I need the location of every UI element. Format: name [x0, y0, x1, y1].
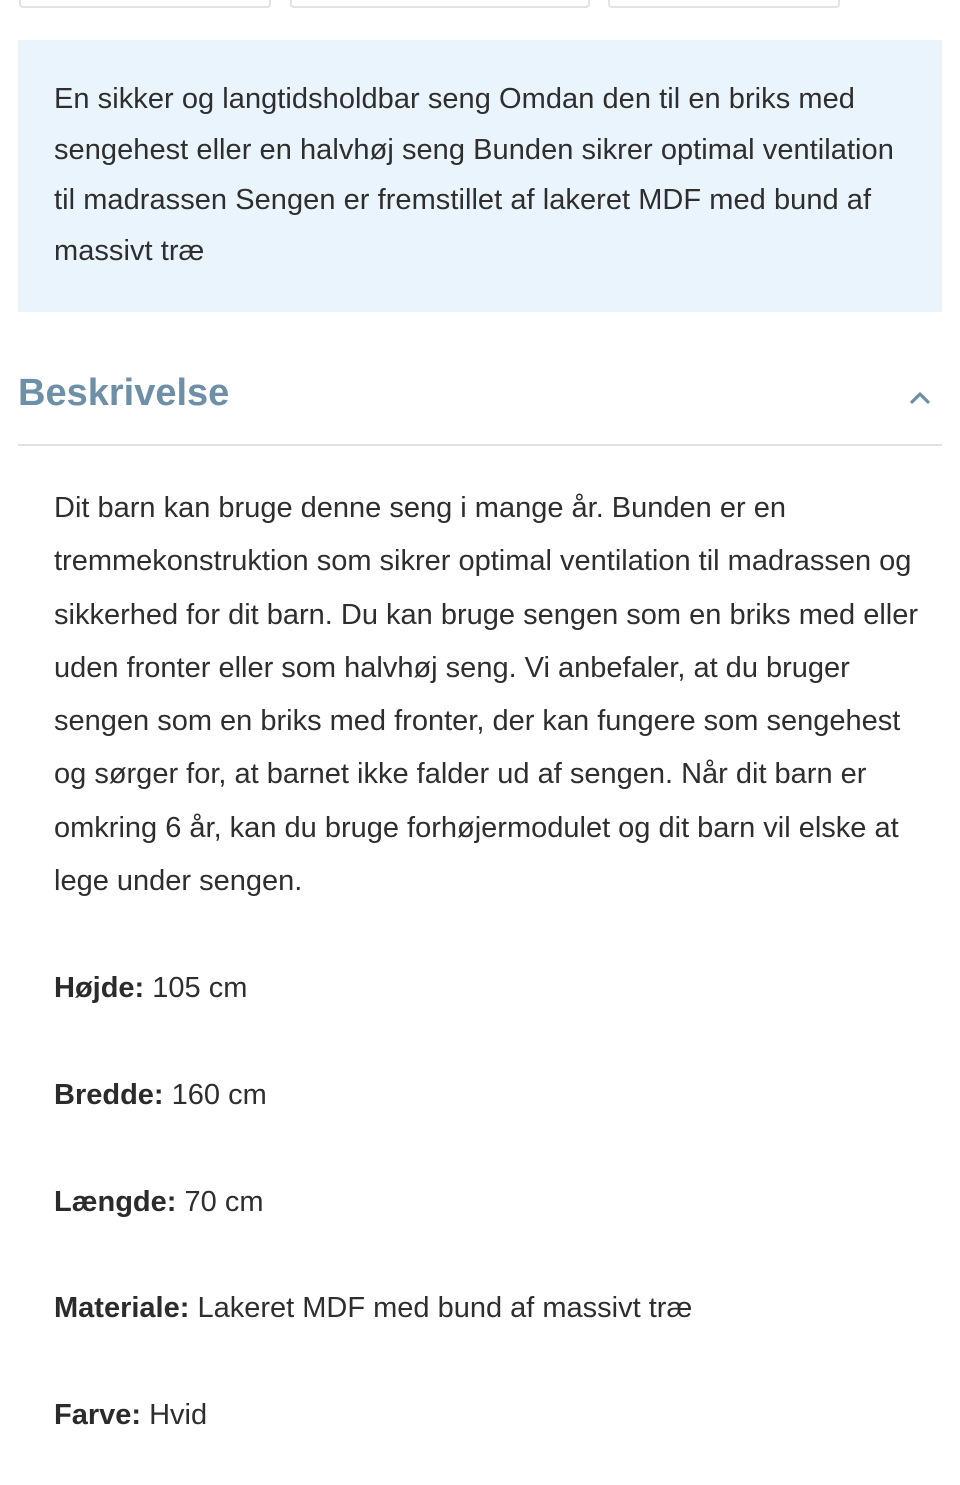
spec-label: Højde:: [54, 972, 145, 1004]
spec-label: Længde:: [54, 1186, 177, 1218]
spec-color: [54, 1397, 207, 1433]
top-tab-2[interactable]: [290, 0, 590, 8]
spec-value: 70 cm: [184, 1186, 264, 1218]
spec-material: [54, 1290, 692, 1326]
product-summary-box: [18, 40, 942, 312]
spec-value: Lakeret MDF med bund af massivt træ: [197, 1292, 693, 1324]
top-tab-3[interactable]: [608, 0, 840, 8]
description-accordion-header[interactable]: [18, 360, 942, 446]
description-text: Dit barn kan bruge denne seng i mange år. Bunden er en tremmekonstruktion som sikrer optimal ventilation til madrassen og sikkerhed for dit barn. Du kan bruge sengen som en briks med eller uden fronter eller som halvhøj seng. Vi anbefaler, at du bruger sengen som en briks med fronter, der kan fungere som sengehest og sørger for, at barnet ikke falder ud af sengen. Når dit barn er omkring 6 år, kan du bruge forhøjermodulet og dit barn vil elske at lege under sengen.: [54, 492, 918, 898]
spec-label: Materiale:: [54, 1292, 190, 1324]
spec-value: 105 cm: [152, 972, 248, 1004]
spec-length: [54, 1184, 263, 1220]
spec-label: Bredde:: [54, 1079, 164, 1111]
spec-height: [54, 970, 247, 1006]
section-title: Beskrivelse: [18, 372, 230, 414]
spec-value: 160 cm: [171, 1079, 267, 1111]
spec-label: Farve:: [54, 1399, 142, 1431]
chevron-up-icon[interactable]: [908, 386, 932, 410]
spec-width: [54, 1077, 267, 1113]
spec-value: Hvid: [149, 1399, 208, 1431]
top-tab-1[interactable]: [19, 0, 271, 8]
product-summary-text: En sikker og langtidsholdbar seng Omdan den til en briks med sengehest eller en halvhøj seng Bunden sikrer optimal ventilation til madrassen Sengen er fremstillet af lakeret MDF med bund af massivt træ: [54, 83, 894, 267]
top-tabs-row: [0, 0, 960, 8]
